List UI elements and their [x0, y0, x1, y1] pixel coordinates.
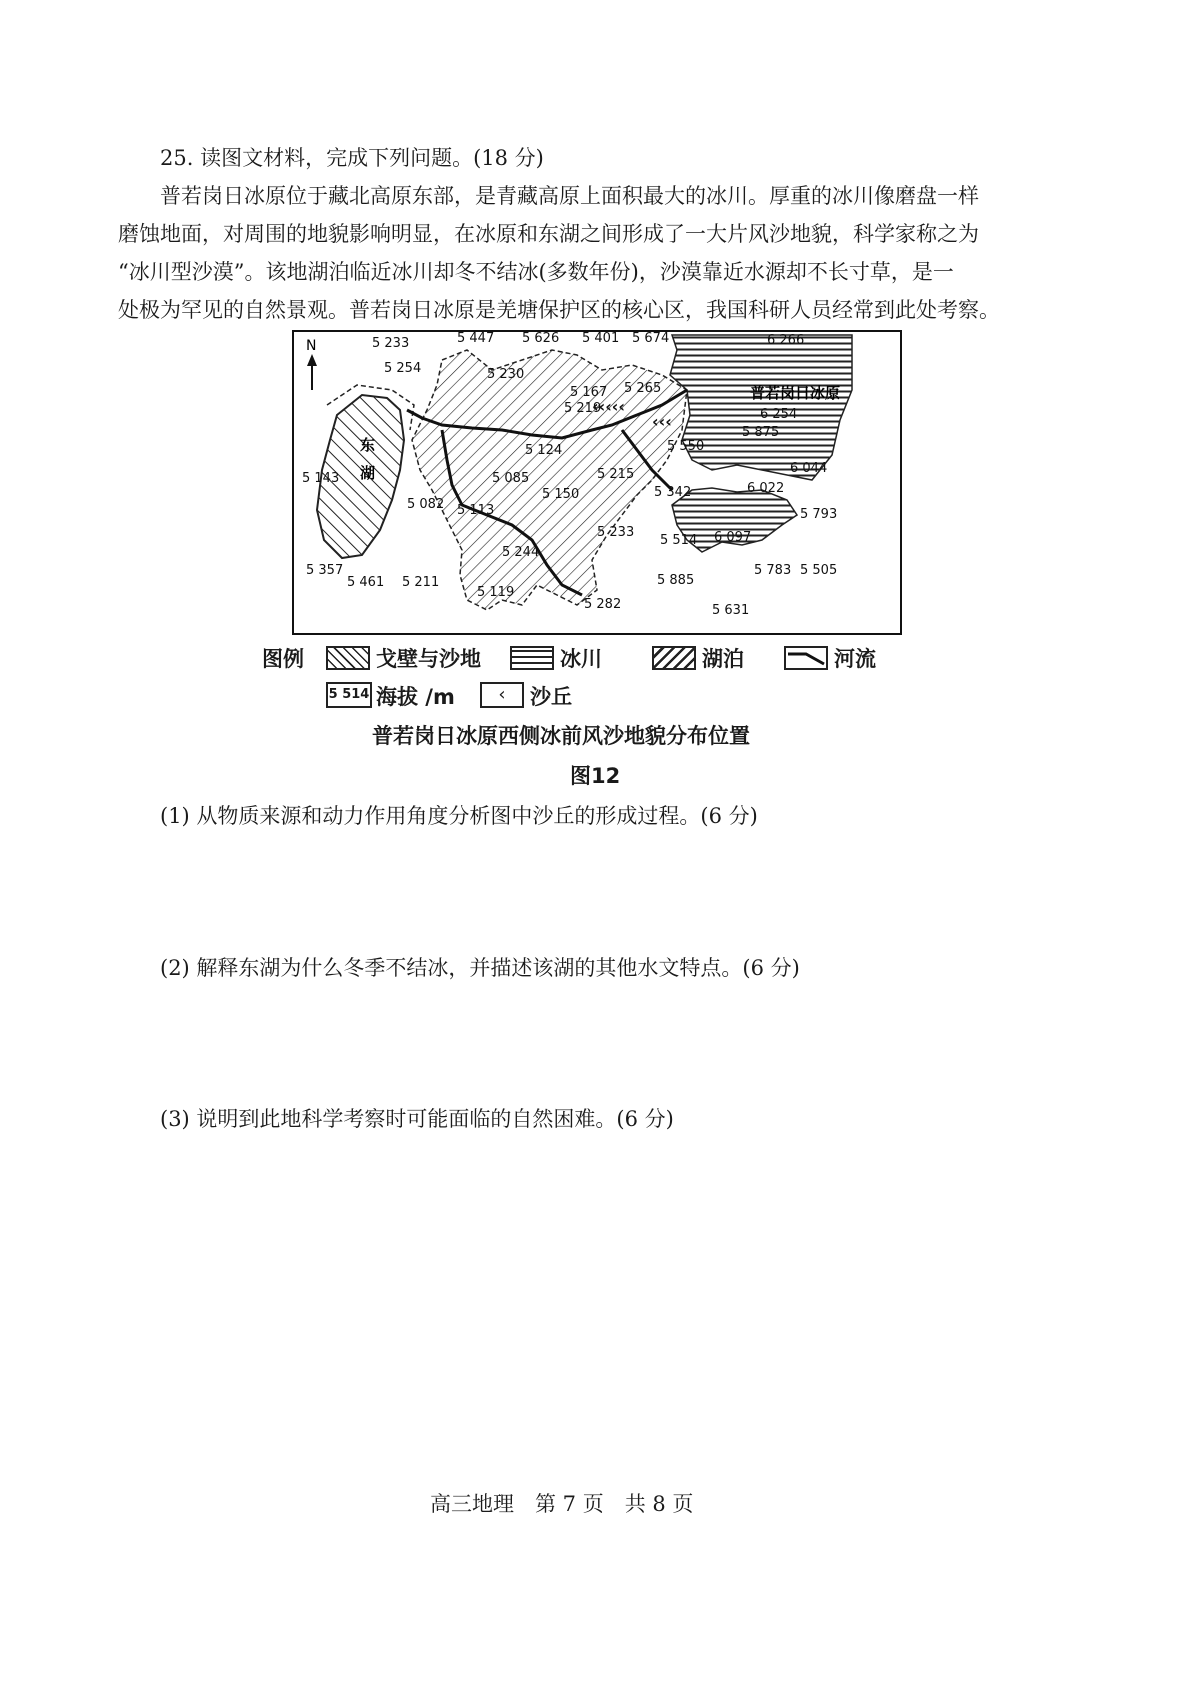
elevation-label: 5 885 — [657, 573, 695, 588]
elevation-label: 5 143 — [302, 471, 340, 486]
elevation-label: 5 233 — [597, 525, 635, 540]
elevation-label: 5 342 — [654, 485, 692, 500]
elevation-label: 5 631 — [712, 603, 750, 618]
elevation-label: 5 265 — [624, 381, 662, 396]
legend-river-swatch — [784, 646, 828, 670]
elevation-label: 5 461 — [347, 575, 385, 590]
question-title: 25. 读图文材料，完成下列问题。(18 分) — [160, 146, 544, 170]
elevation-label: 5 150 — [542, 487, 580, 502]
elevation-label: 5 233 — [372, 336, 410, 351]
elevation-label: 5 167 — [570, 385, 608, 400]
map-figure — [292, 330, 902, 635]
legend-lake-swatch — [652, 646, 696, 670]
elevation-label: 5 230 — [487, 367, 525, 382]
elevation-label: 5 783 — [754, 563, 792, 578]
material-line-4: 处极为罕见的自然景观。普若岗日冰原是羌塘保护区的核心区，我国科研人员经常到此处考察。 — [118, 298, 1000, 322]
legend-gobi-label: 戈壁与沙地 — [376, 647, 481, 671]
elevation-label: 6 266 — [767, 333, 805, 348]
lake-label-2: 湖 — [360, 464, 376, 482]
elevation-label: 6 022 — [747, 481, 785, 496]
elevation-label: 5 793 — [800, 507, 838, 522]
elevation-label: 5 254 — [384, 361, 422, 376]
elevation-label: 5 674 — [632, 331, 670, 346]
elevation-label: 5 082 — [407, 497, 445, 512]
legend-glacier-label: 冰川 — [560, 647, 602, 671]
material-line-2: 磨蚀地面，对周围的地貌影响明显，在冰原和东湖之间形成了一大片风沙地貌，科学家称之为 — [118, 222, 979, 246]
material-line-3: “冰川型沙漠”。该地湖泊临近冰川却冬不结冰(多数年份)，沙漠靠近水源却不长寸草，是一 — [118, 260, 954, 284]
lake-label-1: 东 — [360, 436, 376, 454]
legend-gobi-swatch — [326, 646, 370, 670]
legend-glacier-swatch — [510, 646, 554, 670]
elevation-label: 5 357 — [306, 563, 344, 578]
svg-text:‹‹‹: ‹‹‹ — [652, 412, 672, 431]
subquestion-3: (3) 说明到此地科学考察时可能面临的自然困难。(6 分) — [160, 1107, 674, 1131]
elevation-label: 5 282 — [584, 597, 622, 612]
elevation-label: 5 085 — [492, 471, 530, 486]
elevation-label: 5 447 — [457, 331, 495, 346]
figure-number: 图12 — [570, 764, 621, 788]
elevation-label: 5 875 — [742, 425, 780, 440]
map-svg — [292, 330, 902, 635]
elevation-label: 5 514 — [660, 533, 698, 548]
elevation-label: 5 119 — [477, 585, 515, 600]
elevation-label: 5 211 — [402, 575, 440, 590]
elevation-label: 5 505 — [800, 563, 838, 578]
river-symbol-icon — [786, 648, 826, 668]
elevation-label: 6 097 — [714, 530, 752, 545]
legend-dune-label: 沙丘 — [530, 685, 572, 709]
elevation-label: 6 044 — [790, 461, 828, 476]
legend-lake-label: 湖泊 — [702, 647, 744, 671]
elevation-label: 6 254 — [760, 407, 798, 422]
elevation-label: 5 113 — [457, 503, 495, 518]
legend-elevation-swatch: 5 514 — [326, 682, 372, 708]
elevation-label: 5 219 — [564, 401, 602, 416]
legend-title: 图例 — [262, 647, 304, 671]
subquestion-1: (1) 从物质来源和动力作用角度分析图中沙丘的形成过程。(6 分) — [160, 804, 758, 828]
glacier-label: 普若岗日冰原 — [750, 384, 841, 402]
svg-text:‹‹‹‹‹: ‹‹‹‹‹ — [592, 397, 625, 416]
subquestion-2: (2) 解释东湖为什么冬季不结冰，并描述该湖的其他水文特点。(6 分) — [160, 956, 800, 980]
north-label: N — [306, 338, 317, 354]
elevation-label: 5 215 — [597, 467, 635, 482]
elevation-label: 5 401 — [582, 331, 620, 346]
legend-river-label: 河流 — [834, 647, 876, 671]
figure-caption: 普若岗日冰原西侧冰前风沙地貌分布位置 — [372, 724, 750, 748]
material-line-1: 普若岗日冰原位于藏北高原东部，是青藏高原上面积最大的冰川。厚重的冰川像磨盘一样 — [160, 184, 979, 208]
elevation-label: 5 244 — [502, 545, 540, 560]
elevation-label: 5 124 — [525, 443, 563, 458]
legend-dune-swatch: ‹ — [480, 682, 524, 708]
elevation-label: 5 626 — [522, 331, 560, 346]
legend-elevation-label: 海拔 /m — [376, 685, 455, 709]
page-footer: 高三地理 第 7 页 共 8 页 — [430, 1492, 694, 1516]
elevation-label: 5 550 — [667, 439, 705, 454]
